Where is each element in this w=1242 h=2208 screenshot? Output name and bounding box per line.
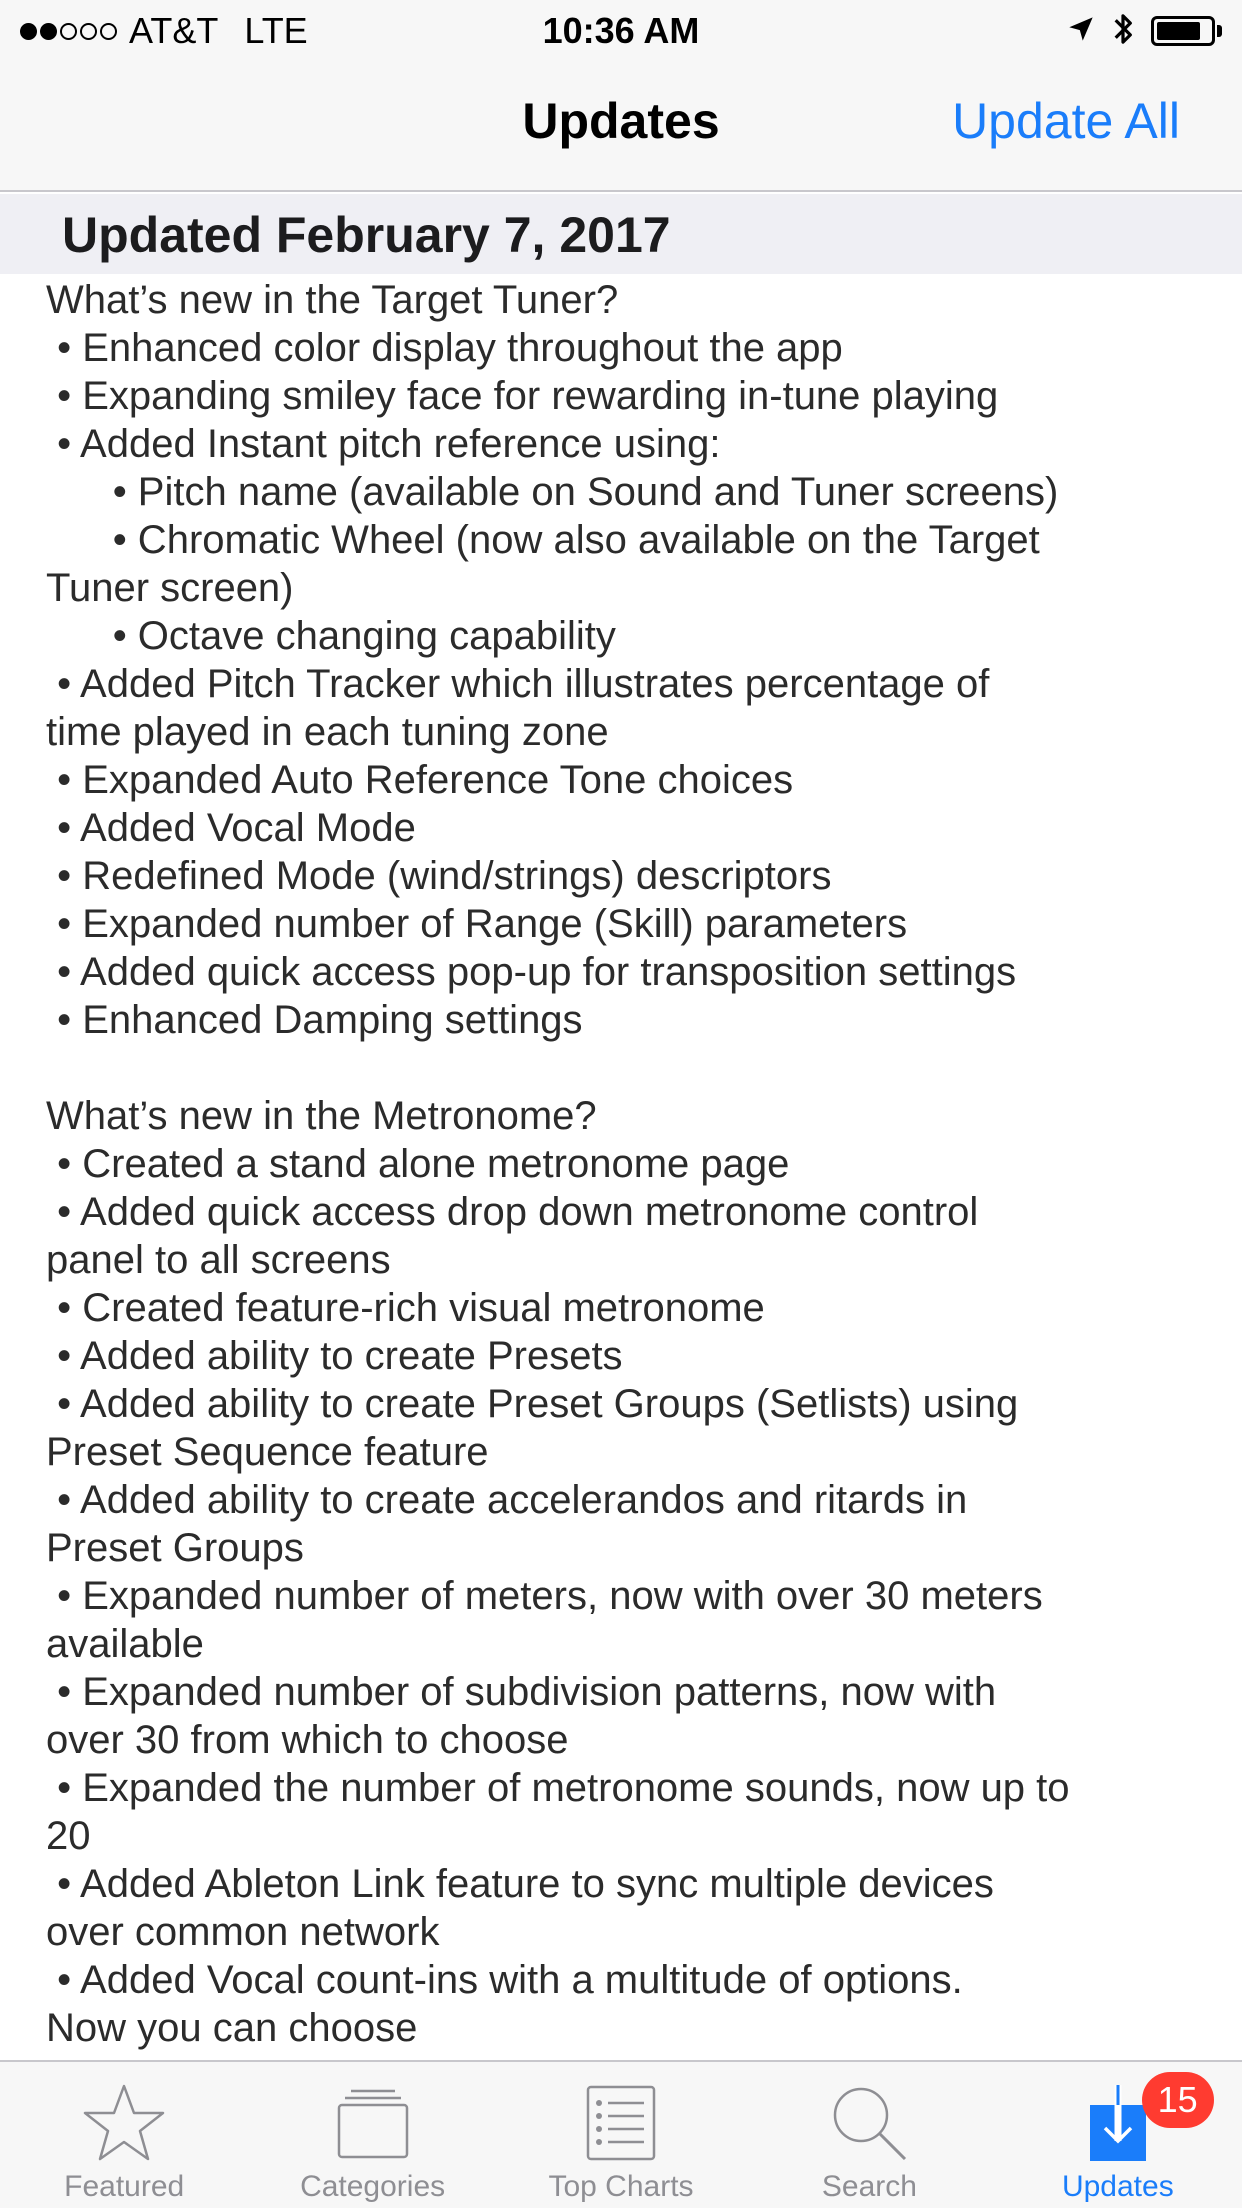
note-line: • Added Vocal Mode bbox=[46, 806, 416, 850]
bluetooth-icon bbox=[1111, 10, 1135, 53]
note-line: • Added quick access pop-up for transposition settings bbox=[46, 950, 1017, 994]
note-line: • Chromatic Wheel (now also available on the Target bbox=[46, 518, 1040, 562]
note-line: • Expanded the number of metronome sounds, now up to bbox=[46, 1766, 1070, 1810]
note-line: What’s new in the Target Tuner? bbox=[46, 278, 619, 322]
note-line: • Expanding smiley face for rewarding in-tune playing bbox=[46, 374, 999, 418]
tab-label: Top Charts bbox=[548, 2170, 694, 2203]
update-date-title: Updated February 7, 2017 bbox=[62, 207, 671, 263]
note-line: • Expanded number of meters, now with over 30 meters bbox=[46, 1574, 1043, 1618]
note-line: • Enhanced Damping settings bbox=[46, 998, 583, 1042]
note-line: • Created a stand alone metronome page bbox=[46, 1142, 790, 1186]
release-notes[interactable] bbox=[46, 276, 1216, 2060]
note-line: • Enhanced color display throughout the app bbox=[46, 326, 843, 370]
note-line: • Added Ableton Link feature to sync multiple devices bbox=[46, 1862, 994, 1906]
note-line: Tuner screen) bbox=[46, 566, 294, 610]
updates-count-badge: 15 bbox=[1142, 2072, 1214, 2128]
note-line: What’s new in the Metronome? bbox=[46, 1094, 597, 1138]
status-bar bbox=[0, 0, 1242, 62]
note-line: • Added quick access drop down metronome control bbox=[46, 1190, 979, 1234]
note-line: • Added Vocal count-ins with a multitude of options. bbox=[46, 1958, 963, 2002]
note-line: • Added ability to create Preset Groups (Setlists) using bbox=[46, 1382, 1019, 1426]
note-line: • Created feature-rich visual metronome bbox=[46, 1286, 765, 1330]
note-line: • Expanded number of Range (Skill) parameters bbox=[46, 902, 908, 946]
note-line: • Added ability to create Presets bbox=[46, 1334, 623, 1378]
note-line: • Octave changing capability bbox=[46, 614, 616, 658]
note-line: available bbox=[46, 1622, 204, 1666]
star-icon bbox=[79, 2078, 169, 2168]
note-line: panel to all screens bbox=[46, 1238, 391, 1282]
note-line: • Expanded number of subdivision patterns, now with bbox=[46, 1670, 997, 1714]
tab-label: Updates bbox=[1061, 2170, 1174, 2203]
note-line: • Added Pitch Tracker which illustrates percentage of bbox=[46, 662, 990, 706]
tab-updates[interactable] bbox=[994, 2062, 1242, 2208]
carrier-name: AT&T bbox=[129, 10, 219, 51]
note-line: time played in each tuning zone bbox=[46, 710, 609, 754]
note-line: • Pitch name (available on Sound and Tuner screens) bbox=[46, 470, 1059, 514]
network-type: LTE bbox=[244, 10, 308, 51]
note-line: Now you can choose bbox=[46, 2006, 418, 2050]
tab-categories[interactable] bbox=[248, 2062, 496, 2208]
note-line: • Redefined Mode (wind/strings) descriptors bbox=[46, 854, 832, 898]
note-line: Preset Groups bbox=[46, 1526, 304, 1570]
search-icon bbox=[824, 2078, 914, 2168]
status-right bbox=[1067, 10, 1222, 52]
tab-search[interactable] bbox=[745, 2062, 993, 2208]
note-line: over common network bbox=[46, 1910, 440, 1954]
navigation-bar bbox=[0, 62, 1242, 192]
note-line: Preset Sequence feature bbox=[46, 1430, 489, 1474]
location-arrow-icon bbox=[1067, 15, 1095, 48]
note-line: 20 bbox=[46, 1814, 91, 1858]
tab-label: Search bbox=[821, 2170, 917, 2203]
status-time: 10:36 AM bbox=[542, 10, 700, 51]
note-line: • Added Instant pitch reference using: bbox=[46, 422, 721, 466]
tab-featured[interactable] bbox=[0, 2062, 248, 2208]
top-charts-icon bbox=[576, 2078, 666, 2168]
tab-label: Categories bbox=[300, 2170, 446, 2203]
note-line: • Expanded Auto Reference Tone choices bbox=[46, 758, 794, 802]
battery-icon bbox=[1151, 16, 1222, 46]
note-line: • Added ability to create accelerandos and ritards in bbox=[46, 1478, 968, 1522]
page-title: Updates bbox=[522, 93, 720, 149]
note-line: over 30 from which to choose bbox=[46, 1718, 569, 1762]
update-all-button[interactable]: Update All bbox=[952, 93, 1180, 149]
section-header bbox=[0, 194, 1242, 274]
tab-label: Featured bbox=[64, 2170, 185, 2203]
note-spacer bbox=[46, 1044, 1216, 1092]
tab-bar bbox=[0, 2060, 1242, 2208]
tab-top-charts[interactable] bbox=[497, 2062, 745, 2208]
categories-icon bbox=[328, 2078, 418, 2168]
